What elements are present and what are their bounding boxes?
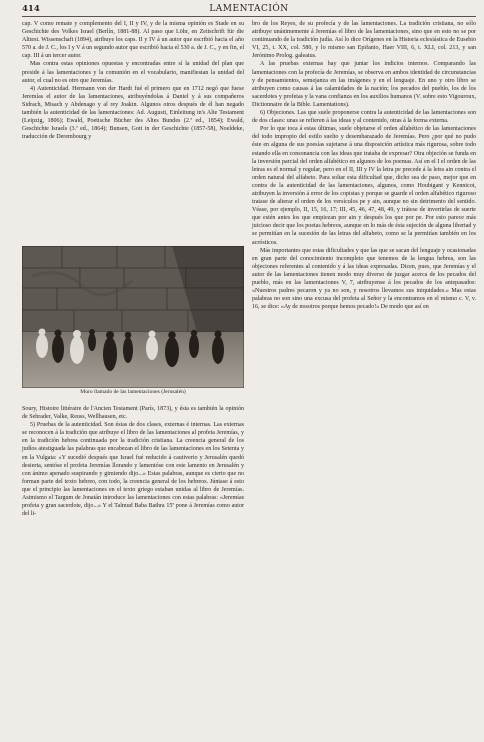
wailing-wall-photo — [22, 246, 244, 388]
left-column-top — [22, 20, 244, 141]
paragraph: Más importantes que estas dificultades y que las que se sacan del lenguaje y ocasionadas en gran parte del conocimiento incompleto que tenemos de la lengua hebrea, son las objeciones referentes al contenido y á las ideas expresadas. Dicen, pues, que Jeremías y el autor de las lamentaciones tienen modo muy diverso de juzgar acerca de los pecados del pueblo, más en las lamentaciones V, 7, atribuyense á los pecados de los antepasados: «Nuestros padres pecaron y ya no son, y nosotros llevamos sus iniquidades.» Mas estas palabras no son sino una excusa del profeta al Señor y la encontramos en el mismo c. V, v. 16, se dice: «Ay de nosotros porque hemos pecado!» De modo que así en — [252, 247, 476, 311]
paragraph: cap. V como remate y complemento del I, II y IV, y de la misma opinión es Stade en su Geschichte des Volkes Israel (Berlín, 1881-88). Al paso que Löhr, en Zeitschrift für die Alttest. Wissenschaft (1894), atribuye los caps. II y IV á un autor que escribió hacia el año 570 a. de J. C., los I y V á un segundo autor que escribió hacia el 530 a. de J. C., y en fin, el cap. III á un tercer autor. — [22, 21, 244, 60]
left-column-bottom — [22, 405, 244, 518]
paragraph: Soury, Histoire littéraire de l'Ancien Testament (París, 1873), y ésta es también la opinión de Sehrader, Valke, Reuss, Wellhausen, etc. — [22, 406, 244, 421]
running-title: LAMENTACIÓN — [209, 4, 289, 14]
paragraph: Mas contra estas opiniones opuestas y encontradas entre sí la unidad del plan que preside á las lamentaciones y la comunión en el vocabulario, manifiestan la unidad del autor, el cual no es otro que Jeremías. — [22, 61, 244, 84]
paragraph: bro de los Reyes, de su profecía y de las lamentaciones. La tradición cristiana, no sólo atribuye unánimemente á Jeremías el libro de las lamentaciones, sino que en esto no se por continuando de la tradición judía. Así lo dice Orígenes en la Historia eclesiástica de Eusebio VI, 25, t. XX, col. 580, y lo mismo san Epifanio, Haer VIII, 6, t. XLI, col. 213, y san Jerónimo Prolog. galeatus. — [252, 21, 476, 60]
wailing-wall-figure — [22, 246, 244, 396]
paragraph: 4) Autenticidad. Hermann von der Hardt fué el primero que en 1712 negó que fuese Jeremías el autor de las lamentaciones, atribuyéndolas á Daniel y á sus compañeros Sidrach, Misach y Abdenago y al rey Joakin. Algunos otros después de él han negado también la autenticidad de las lamentaciones: Ad. Augusti, Einleitung in's Alte Testament (Leipzig, 1806); Ewald, Poetische Bücher des Altes Bundes (2.ª ed., 1854); Ewald, Geschichte Israels (3.ª ed., 1864); Bunsen, Gott in der Geschichte (1857-58), Noeldeke, traducción de Derembourg y — [22, 85, 244, 141]
right-column — [252, 20, 476, 311]
figure-caption: Muro llamado de las lamentaciones (Jerusalén) — [80, 389, 186, 395]
paragraph: 6) Objeciones. Las que suele proponerse contra la autenticidad de las lamentaciones son de dos clases: unas se refieren á las ideas y al contenido, otras á la forma externa. — [252, 110, 476, 125]
paragraph: 5) Pruebas de la autenticidad. Son éstas de dos clases, externas é internas. Las externas se reconocen á la tradición que atribuye el libro de las lamentaciones al profeta Jeremías, y en la tradición hebrea continuada por la tradición cristiana. La creencia general de los judíos atestiguada las palabras que encabezan el libro de las lamentaciones en los Setenta y en la Vulgata: «Y sucedió después que Israel fué reducido á cautiverio y Jerusalén quedó desierta, sentóse el profeta Jeremías llorando y lamentóse con este lamento en Jerusalén y con ánimo apenado suspirando y gimiendo dijo...» Estas palabras, aunque es cierto que no forman parte del texto hebreo, con todo, la creencia general de los hebreos. Júntase á esto que el principio las lamentaciones en el texto griego estaban unidas al libro de Jeremías. Asimismo el Targum de Jonatán introduce las lamentaciones con estas palabras: «Jeremías profeta y gran sacerdote, dijo...» Y el Talmud Baba Bathra 15ª pone á Jeremías como autor del li- — [22, 422, 244, 518]
paragraph: A las pruebas externas hay que juntar los indicios internos. Comparando las lamentaciones con la profecía de Jeremías, se observa en ambos identidad de circunstancias y de pensamientos, semejanza en las imágenes y en el lenguaje. En uno y otro libro se atribuyen como causas á las calamidades de la nación; los pecados del pueblo, los de los sacerdotes y profetas y la vana confianza en los auxilios humanos (V. sobre esto Vigouroux, Dictionnaire de la Bible. Lamentations). — [252, 61, 476, 108]
paragraph: Por lo que toca á estas últimas, suele objetarse el orden alfabético de las lamentaciones del todo impropio del estilo suelto y desembarazado de Jeremías. Pero ¿por qué no pudo éste en alguna de sus poesías sujetarse á una disposición artística más rigurosa, sobre todo estando ella en consonancia con las ideas que trataba de expresar? Otra objeción se funda en la inversión parcial del orden alfabético en algunos de los poemas. Así en el I el orden de las letras es el normal y regular, pero en el II, III y IV la letra pe precede á la letra ain contra el orden natural del alfabeto. Para soltar esta dificultad que, dicho sea de paso, mejor que en contra de la autenticidad de las lamentaciones, algunos, como Houbigant y Kennicot, atribuyen la inversión á error de los copistas y porque se guarde el orden alfabético riguroso tratase de alterar el orden de los versículos pe y ain, aunque no sin detrimento del sentido. Véase, por ejemplo, II, 15, 16, 17; III, 45, 46, 47, 48, 49, y trátese de invertirlas de suerte que estén antes los que empiezan por ain y después los que por pe. Por esto parece más juicioso decir que los poetas hebreos, aunque en lo más de ésta sujeción de alguna libertad y se permitían en la sucesión de las letras del alfabeto, como se la permitían también en los acrósticos. — [252, 126, 476, 246]
page-header — [22, 3, 476, 15]
page-number: 414 — [22, 4, 40, 14]
header-rule — [22, 16, 476, 17]
